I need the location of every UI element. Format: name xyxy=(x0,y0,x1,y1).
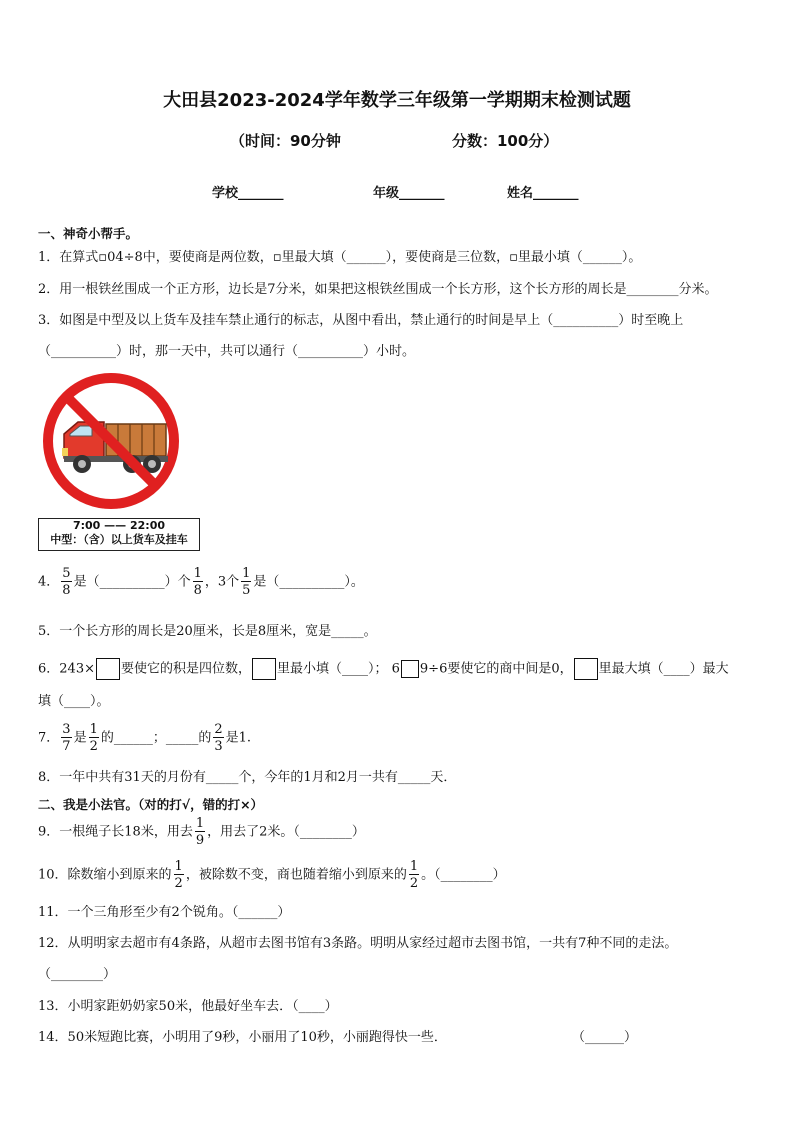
question-6-line2: 填（____）。 xyxy=(38,694,110,709)
question-3-line1: 3．如图是中型及以上货车及挂车禁止通行的标志，从图中看出，禁止通行的时间是早上（__________）时至晚上 xyxy=(38,313,684,328)
grade-field: 年级_______ xyxy=(373,186,445,201)
fraction: $\frac{1}{5}$ xyxy=(242,566,251,598)
fraction: $\frac{3}{7}$ xyxy=(62,722,71,754)
blank-box xyxy=(96,658,120,680)
blank-box xyxy=(401,660,419,678)
question-10: 10．除数缩小到原来的 $\frac{1}{2}$ ，被除数不变，商也随着缩小到原来的 $\frac{1}{2}$ 。（________） xyxy=(38,859,506,891)
fraction: $\frac{2}{3}$ xyxy=(214,722,223,754)
question-9: 9．一根绳子长18米，用去 $\frac{1}{9}$ ，用去了2米。（________） xyxy=(38,816,365,848)
question-7: 7． $\frac{3}{7}$ 是 $\frac{1}{2}$ 的______；_____的 $\frac{2}{3}$ 是1. xyxy=(38,722,252,754)
fraction: $\frac{1}{2}$ xyxy=(409,859,419,891)
question-2: 2．用一根铁丝围成一个正方形，边长是7分米，如果把这根铁丝围成一个长方形，这个长方形的周长是________分米。 xyxy=(38,282,718,297)
fraction: $\frac{1}{2}$ xyxy=(174,859,183,891)
fraction: $\frac{1}{8}$ xyxy=(193,566,202,598)
fraction: $\frac{1}{9}$ xyxy=(195,816,205,848)
fraction: $\frac{5}{8}$ xyxy=(62,566,71,598)
question-11: 11．一个三角形至少有2个锐角。（______） xyxy=(38,905,291,920)
section1-heading: 一、神奇小帮手。 xyxy=(38,226,139,241)
question-1: 1．在算式▫04÷8中，要使商是两位数，▫里最大填（______），要使商是三位数，▫里最小填（______）。 xyxy=(38,250,642,265)
question-14-blank: （______） xyxy=(572,1030,638,1045)
blank-box xyxy=(574,658,598,680)
sign-time: 7:00 —— 22:00 xyxy=(72,519,166,532)
section2-heading: 二、我是小法官。（对的打√，错的打×） xyxy=(38,797,264,812)
no-trucks-sign-icon xyxy=(40,370,182,512)
exam-time: （时间：90分钟 xyxy=(230,132,341,150)
name-field: 姓名_______ xyxy=(507,186,579,201)
question-3-line2: （__________）时，那一天中，共可以通行（__________）小时。 xyxy=(38,344,416,359)
question-13: 13．小明家距奶奶家50米，他最好坐车去．（____） xyxy=(38,999,338,1014)
question-12-line1: 12．从明明家去超市有4条路，从超市去图书馆有3条路。明明从家经过超市去图书馆，一共有7种不同的走法。 xyxy=(38,936,678,951)
exam-score: 分数：100分） xyxy=(452,132,559,150)
question-8: 8．一年中共有31天的月份有_____个，今年的1月和2月一共有_____天． xyxy=(38,770,457,785)
question-6: 6．243× 要使它的积是四位数， 里最小填（____）； 6 9÷6要使它的商中间是0， 里最大填（____）最大 xyxy=(38,658,729,680)
question-5: 5．一个长方形的周长是20厘米，长是8厘米，宽是_____。 xyxy=(38,624,377,639)
page-title: 大田县2023-2024学年数学三年级第一学期期末检测试题 xyxy=(163,90,631,111)
sign-caption xyxy=(38,518,200,551)
school-field: 学校_______ xyxy=(212,186,284,201)
question-12-line2: （________） xyxy=(38,967,117,982)
blank-box xyxy=(252,658,276,680)
fraction: $\frac{1}{2}$ xyxy=(89,722,98,754)
question-14: 14．50米短跑比赛，小明用了9秒，小丽用了10秒，小丽跑得快一些． xyxy=(38,1030,447,1045)
sign-text: 中型：（含）以上货车及挂车 xyxy=(50,533,188,546)
question-4: 4． $\frac{5}{8}$ 是（__________）个 $\frac{1}{8}$ ，3个 $\frac{1}{5}$ 是（__________）。 xyxy=(38,566,364,598)
